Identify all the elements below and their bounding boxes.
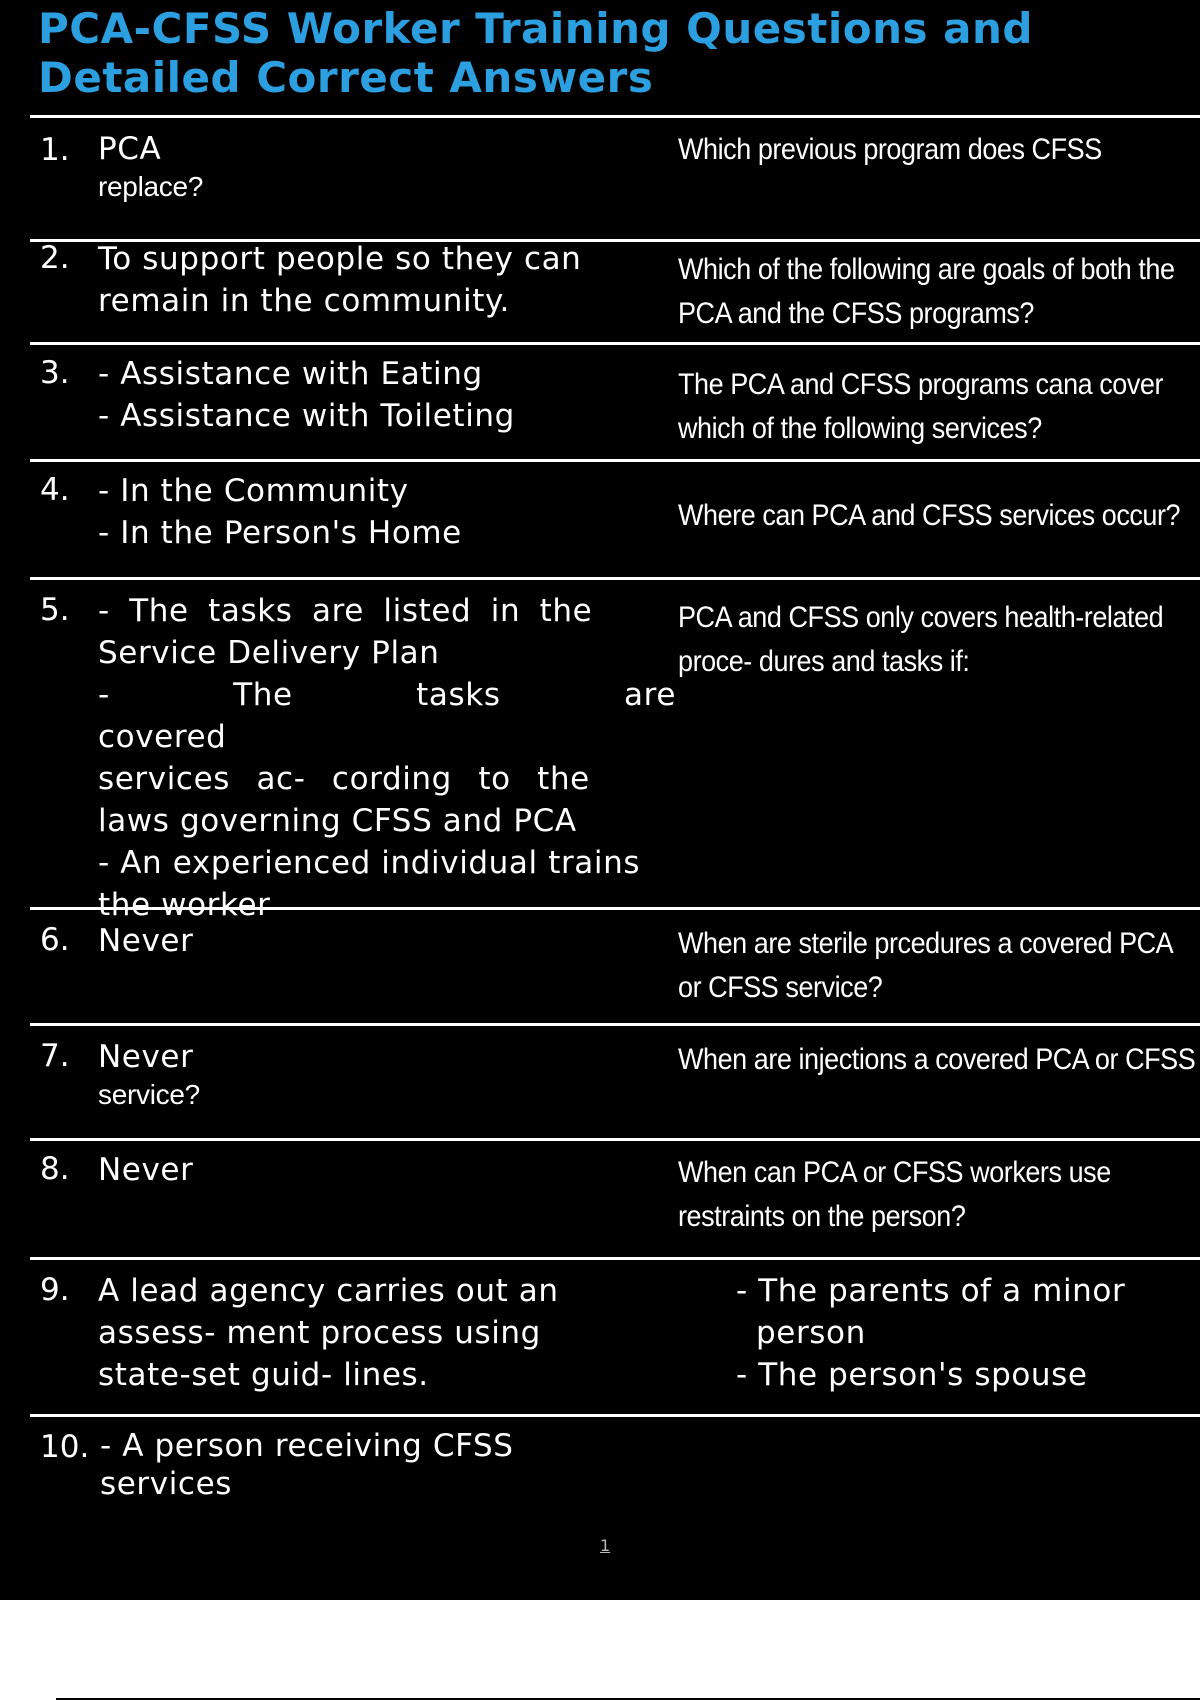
answer-line: assess- ment process using — [98, 1315, 541, 1351]
answer-cell — [98, 590, 676, 926]
table-row — [30, 342, 1200, 462]
answer-line: services — [100, 1466, 232, 1502]
row-number: 5. — [40, 592, 70, 628]
table-row — [30, 115, 1200, 242]
question-cell — [678, 922, 1198, 1010]
answer-line: laws governing CFSS and PCA — [98, 803, 577, 839]
answer-cell — [98, 1036, 676, 1112]
answer-line: - In the Community — [98, 473, 409, 509]
row-number: 2. — [40, 240, 70, 276]
answer-cell — [98, 920, 676, 962]
question-cell — [678, 363, 1198, 451]
answer-cell — [98, 1149, 676, 1191]
table-row — [30, 239, 1200, 345]
question-line: Where can PCA and CFSS services occur? — [678, 499, 1181, 532]
answer-line: A lead agency carries out an — [98, 1273, 559, 1309]
answer-cell — [98, 128, 676, 204]
answer-cell — [98, 1270, 676, 1396]
table-row — [30, 1138, 1200, 1260]
question-line: PCA and CFSS only covers health-related — [678, 601, 1164, 634]
question-line: - The parents of a minor person — [736, 1273, 1126, 1351]
question-cell — [678, 1151, 1198, 1239]
answer-line: PCA — [98, 131, 162, 167]
answer-line: - Assistance with Eating — [98, 356, 483, 392]
question-line: When are sterile prcedures a covered PCA — [678, 927, 1174, 960]
question-cell — [678, 596, 1198, 684]
answer-line: the worker — [98, 887, 271, 923]
answer-line: remain in the community. — [98, 283, 510, 319]
question-line: - The person's spouse — [736, 1357, 1088, 1393]
question-cell — [678, 128, 1198, 172]
answer-cell — [98, 353, 676, 437]
answer-line: Service Delivery Plan — [98, 635, 440, 671]
answer-line: services ac- cording to the — [98, 761, 590, 797]
answer-cell — [98, 470, 676, 554]
answer-line: - In the Person's Home — [98, 515, 462, 551]
answer-line: - The tasks are covered — [98, 677, 676, 755]
table-row — [30, 1414, 1200, 1527]
question-cell — [678, 494, 1198, 538]
question-line: When can PCA or CFSS workers use — [678, 1156, 1111, 1189]
answer-line: service? — [98, 1079, 200, 1110]
answer-line: state-set guid- lines. — [98, 1357, 429, 1393]
question-cell — [736, 1270, 1200, 1396]
question-cell — [678, 248, 1198, 336]
answer-cell — [98, 238, 676, 322]
row-number: 6. — [40, 922, 70, 958]
question-line: Which of the following are goals of both the — [678, 253, 1175, 286]
table-row — [30, 459, 1200, 580]
question-line: which of the following services? — [678, 412, 1042, 445]
answer-cell — [100, 1427, 678, 1503]
question-line: or CFSS service? — [678, 971, 883, 1004]
question-line: restraints on the person? — [678, 1200, 966, 1233]
answer-line: To support people so they can — [98, 241, 582, 277]
table-row — [30, 907, 1200, 1026]
question-line: The PCA and CFSS programs cana cover — [678, 368, 1164, 401]
answer-line: replace? — [98, 171, 204, 202]
question-line: proce- dures and tasks if: — [678, 645, 970, 678]
row-number: 4. — [40, 472, 70, 508]
row-number: 7. — [40, 1038, 70, 1074]
table-row — [30, 1257, 1200, 1417]
answer-line: Never — [98, 1039, 194, 1075]
answer-line: - A person receiving CFSS — [100, 1428, 514, 1464]
page-title: PCA-CFSS Worker Training Questions and Detailed Correct Answers — [38, 4, 1033, 102]
table-row — [30, 1023, 1200, 1141]
question-cell — [678, 1038, 1198, 1082]
question-line: Which previous program does CFSS — [678, 133, 1102, 166]
answer-line: - The tasks are listed in the — [98, 593, 593, 629]
row-number: 9. — [40, 1272, 70, 1308]
answer-line: - An experienced individual trains — [98, 845, 641, 881]
answer-line: Never — [98, 923, 194, 959]
answer-line: - Assistance with Toileting — [98, 398, 515, 434]
row-number: 10. — [40, 1429, 90, 1465]
question-line: When are injections a covered PCA or CFSS — [678, 1043, 1196, 1076]
page-number: 1 — [600, 1536, 611, 1555]
answer-line: Never — [98, 1152, 194, 1188]
row-number: 8. — [40, 1151, 70, 1187]
question-line: PCA and the CFSS programs? — [678, 297, 1034, 330]
row-number: 3. — [40, 355, 70, 391]
row-number: 1. — [40, 132, 70, 168]
table-row — [30, 577, 1200, 923]
